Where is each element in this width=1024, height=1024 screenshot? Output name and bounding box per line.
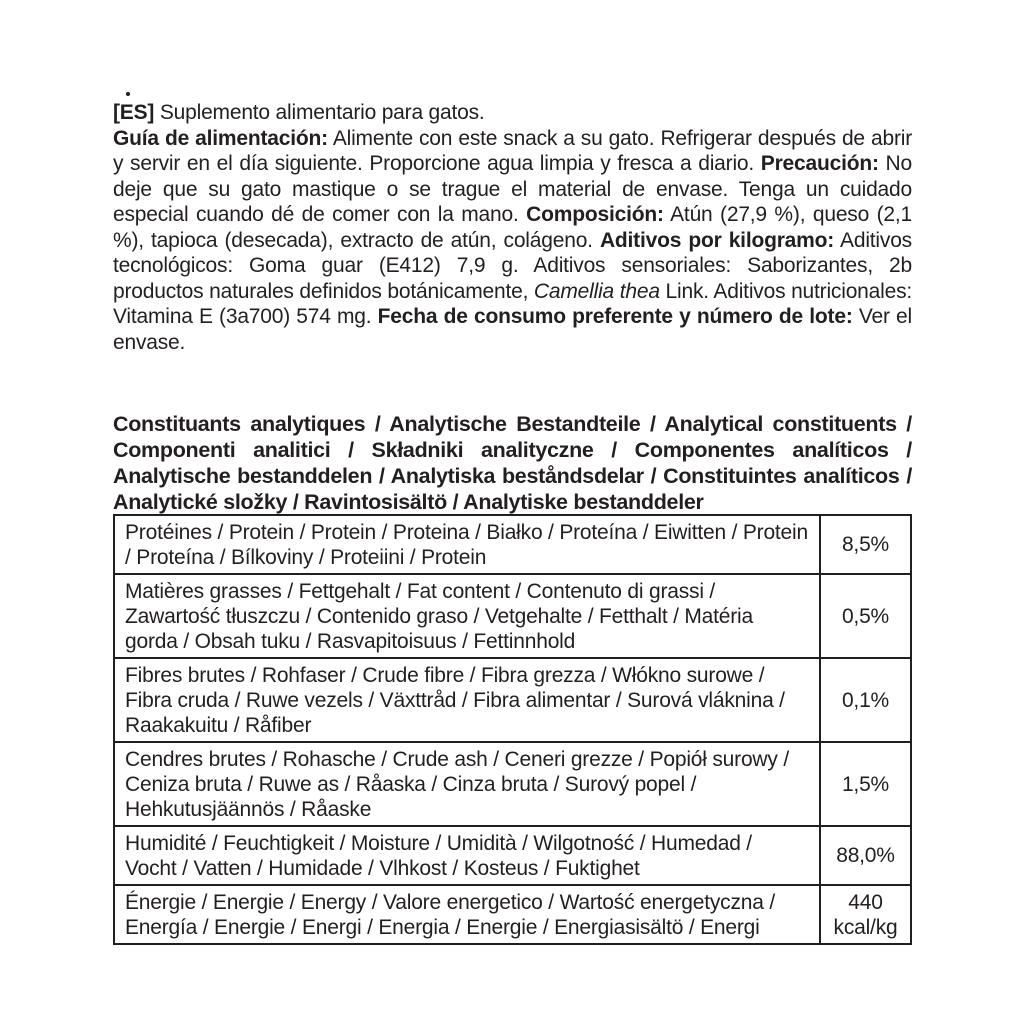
analytical-constituents-table xyxy=(113,514,912,945)
constituent-value: 0,5% xyxy=(820,574,911,658)
constituent-label: Protéines / Protein / Protein / Proteina / Białko / Proteína / Eiwitten / Protein / Proteína / Bílkoviny / Proteiini / Protein xyxy=(114,515,820,574)
constituent-label: Matières grasses / Fettgehalt / Fat content / Contenuto di grassi / Zawartość tłuszczu / Contenido graso / Vetgehalte / Fetthalt / Matéria gorda / Obsah tuku / Rasvapitoisuus / Fettinnhold xyxy=(114,574,820,658)
constituent-row xyxy=(114,574,911,658)
constituent-row xyxy=(114,658,911,742)
constituent-row xyxy=(114,515,911,574)
constituent-label: Énergie / Energie / Energy / Valore energetico / Wartość energetyczna / Energía / Energie / Energi / Energia / Energie / Energiasisältö / Energi xyxy=(114,885,820,944)
es-info-section xyxy=(113,100,912,355)
constituent-row xyxy=(114,742,911,826)
constituent-value: 0,1% xyxy=(820,658,911,742)
analytical-constituents-heading: Constituants analytiques / Analytische Bestandteile / Analytical constituents / Componenti analitici / Składniki analityczne / Componentes analíticos / Analytische bestanddelen / Analytiska beståndsdelar / Constituintes analíticos / Analytické složky / Ravintosisältö / Analytiske bestanddeler xyxy=(113,412,912,514)
constituent-value: 1,5% xyxy=(820,742,911,826)
es-product-description: [ES] Suplemento alimentario para gatos. xyxy=(113,101,485,124)
constituent-value: 8,5% xyxy=(820,515,911,574)
constituent-row xyxy=(114,826,911,885)
constituent-label: Fibres brutes / Rohfaser / Crude fibre / Fibra grezza / Włókno surowe / Fibra cruda / Ruwe vezels / Växttråd / Fibra alimentar / Surová vláknina / Raakakuitu / Råfiber xyxy=(114,658,820,742)
constituent-label: Cendres brutes / Rohasche / Crude ash / Ceneri grezze / Popiół surowy / Ceniza bruta / Ruwe as / Råaska / Cinza bruta / Surový popel / Hehkutusjäännös / Råaske xyxy=(114,742,820,826)
constituent-row xyxy=(114,885,911,944)
print-mark-dot xyxy=(126,92,130,96)
constituent-value: 440 kcal/kg xyxy=(820,885,911,944)
constituents-table-body xyxy=(114,515,911,944)
constituent-label: Humidité / Feuchtigkeit / Moisture / Umidità / Wilgotność / Humedad / Vocht / Vatten / Humidade / Vlhkost / Kosteus / Fuktighet xyxy=(114,826,820,885)
es-feeding-guide-paragraph: Guía de alimentación: Alimente con este snack a su gato. Refrigerar después de abrir y servir en el día siguiente. Proporcione agua limpia y fresca a diario. Precaución: No deje que su gato mastique o se trague el material de envase. Tenga un cuidado especial cuando dé de comer con la mano. Composición: Atún (27,9 %), queso (2,1 %), tapioca (desecada), extracto de atún, colágeno. Aditivos por kilogramo: Aditivos tecnológicos: Goma guar (E412) 7,9 g. Aditivos sensoriales: Saborizantes, 2b productos naturales definidos botánicamente, Camellia thea Link. Aditivos nutricionales: Vitamina E (3a700) 574 mg. Fecha de consumo preferente y número de lote: Ver el envase. xyxy=(113,126,913,354)
constituent-value: 88,0% xyxy=(820,826,911,885)
